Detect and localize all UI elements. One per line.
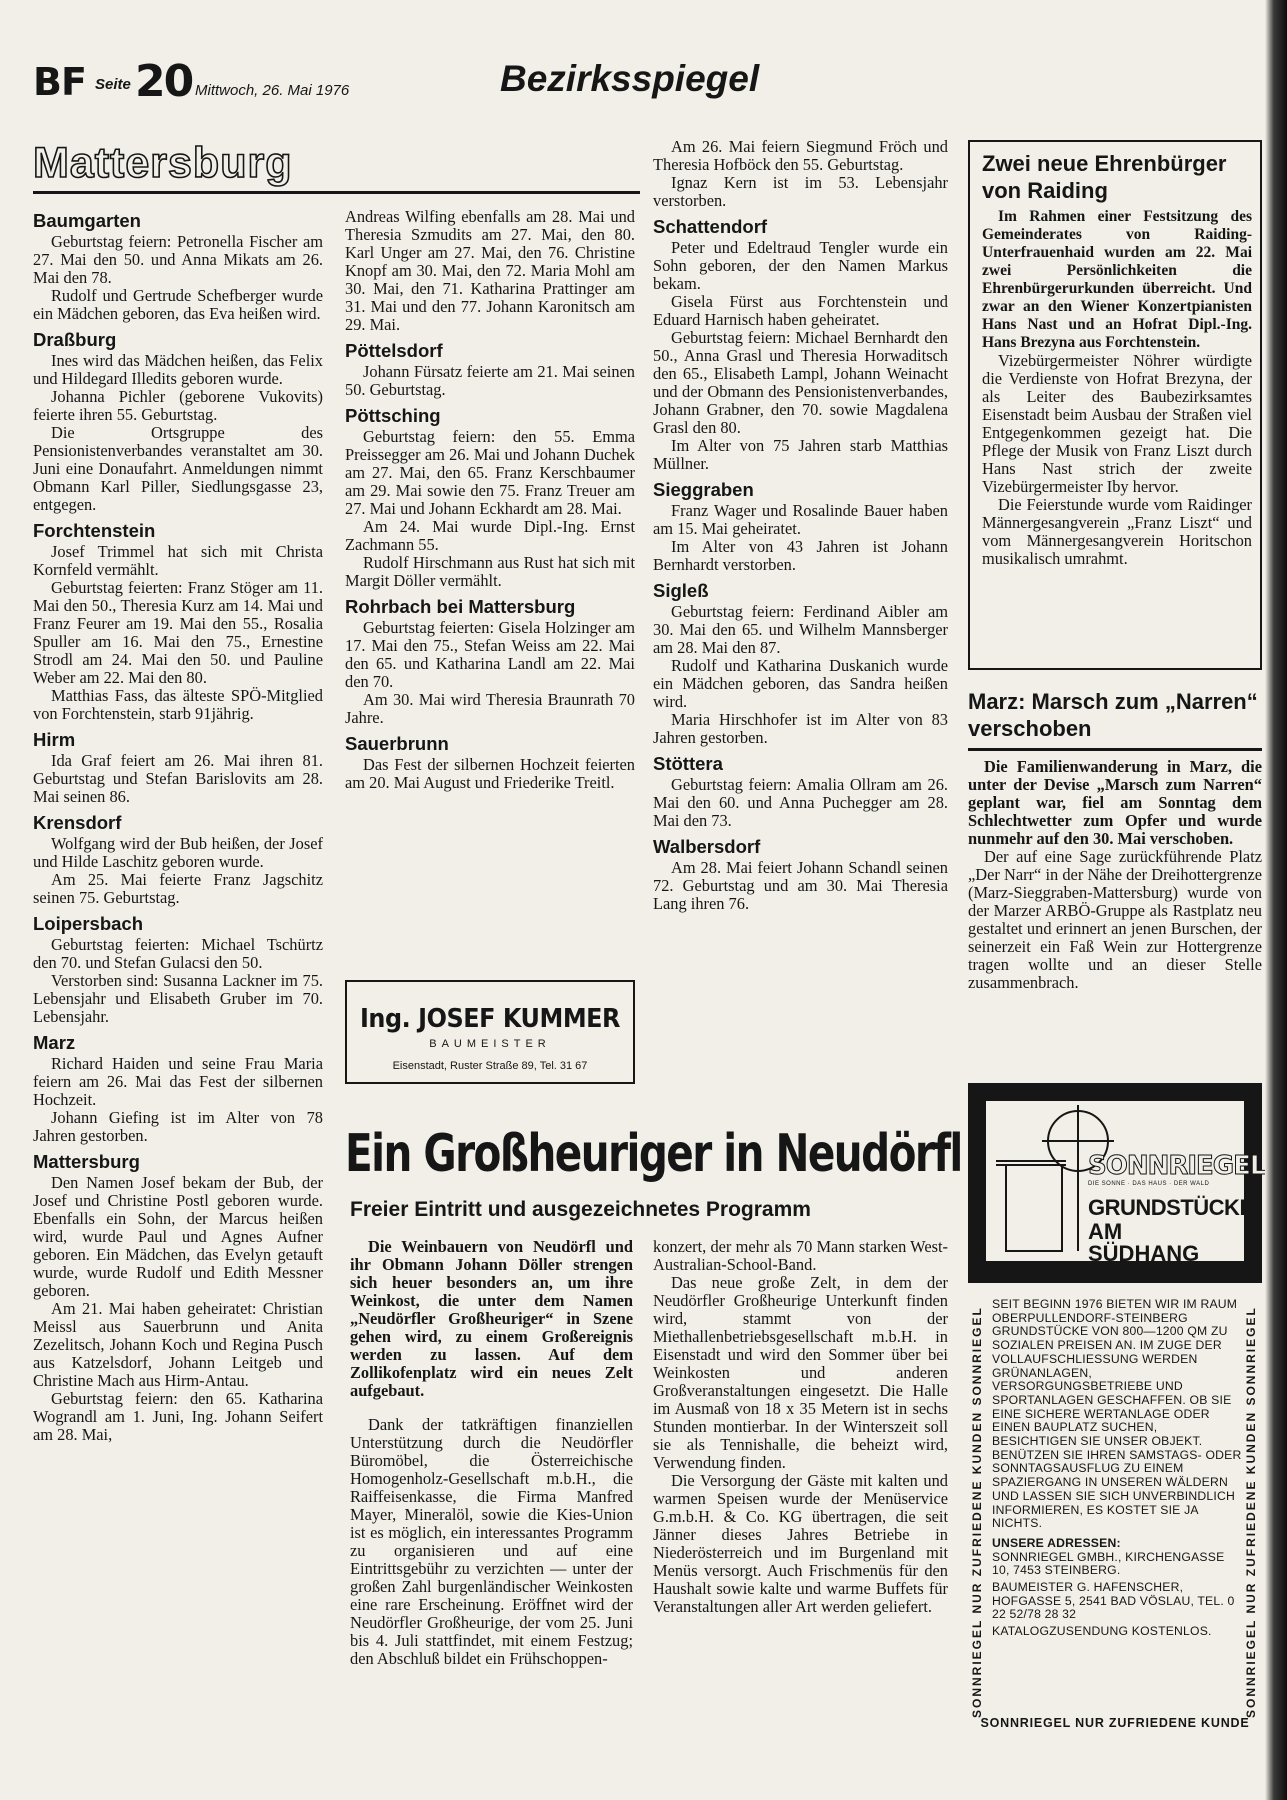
marz-rule [968, 748, 1262, 751]
paper-logo: BF [33, 60, 86, 104]
news-item: Geburtstag feiern: Petronella Fischer am 27. Mai den 50. und Anna Mikats am 26. Mai den 78. [33, 232, 323, 287]
sonnriegel-line-3: SÜDHANG [1088, 1241, 1200, 1266]
news-item: Den Namen Josef bekam der Bub, der Josef und Christine Postl geboren wurde. Ebenfalls ein Sohn, der Marcus heißen wird, wurde Paul und Agnes Aufner geboren. Ein Mädchen, das Evelyn getauft wurde, wurde Rudolf und Edith Messner geboren. [33, 1173, 323, 1300]
sonnriegel-text [992, 1298, 1242, 1639]
region-title-box [33, 138, 305, 192]
news-item: Matthias Fass, das älteste SPÖ-Mitglied von Forchtenstein, starb 91jährig. [33, 686, 323, 723]
feature-body-paragraph: Das neue große Zelt, in dem der Neudörfler Großheurige Unterkunft finden wird, stammt von der Miethallenbetriebsgesellschaft m.b.H. in Eisenstadt und wird den Sommer über bei Weinkosten und anderen Großveranstaltungen eingesetzt. Die Halle im Ausmaß von 18 x 35 Metern ist in sechs Stunden montierbar. In der Winterszeit soll sie als Tennishalle, die beheizt wird, Verwendung finden. [653, 1273, 948, 1472]
raiding-lead: Im Rahmen einer Festsitzung des Gemeinderates von Raiding-Unterfrauenhaid wurden am 22. Mai zwei Persönlichkeiten die Ehrenbürgerurkunden überreicht. Und zwar an den Wiener Konzertpianisten Hans Nast und an Hofrat Dipl.-Ing. Hans Brezyna aus Forchtenstein. [982, 208, 1252, 351]
ad-sonnriegel-frame [968, 1083, 1266, 1283]
news-item: Das Fest der silbernen Hochzeit feierten am 20. Mai August und Friederike Treitl. [345, 755, 635, 792]
news-item: Geburtstag feiern: den 55. Emma Preissegger am 26. Mai und Johann Duchek am 27. Mai, den 65. Franz Kerschbaumer am 29. Mai sowie den 75. Franz Treuer am 27. Mai und Johann Eckhardt am 28. Mai. [345, 427, 635, 518]
news-item: Geburtstag feiern: den 65. Katharina Wograndl am 1. Juni, Ing. Johann Seifert am 28. Mai, [33, 1389, 323, 1444]
sonnriegel-vertical-right: SONNRIEGEL NUR ZUFRIEDENE KUNDEN SONNRIEGEL [1244, 1306, 1258, 1718]
feature-column-1 [350, 1238, 633, 1668]
place-heading: Loipersbach [33, 913, 143, 934]
news-item: Ida Graf feiert am 26. Mai ihren 81. Geburtstag und Stefan Barislovits am 28. Mai seinen 86. [33, 751, 323, 806]
news-item: Ines wird das Mädchen heißen, das Felix und Hildegard Illedits geboren wurde. [33, 351, 323, 388]
sonnriegel-address-1: SONNRIEGEL GMBH., KIRCHENGASSE 10, 7453 STEINBERG. [992, 1549, 1225, 1578]
feature-body-1: Dank der tatkräftigen finanziellen Unterstützung durch die Neudörfler Büromöbel, die Österreichische Homogenholz-Gesellschaft m.b.H., die Raiffeisenkasse, die Firma Manfred Mayer, Mineralöl, sowie die Kies-Union ist es möglich, ein interessantes Programm zu organisieren und auf eine Eintrittsgebühr zu verzichten — unter der großen Zahl burgenländischer Weinkosten eine rare Erscheinung. Eröffnet wird der Neudörfler Großheurige, der vom 25. Juni bis 4. Juli stattfindet, mit einem Festzug; den Abschluß bildet ein Frühschoppen- [350, 1415, 633, 1668]
news-item: Am 30. Mai wird Theresia Braunrath 70 Jahre. [345, 690, 635, 727]
ad-kummer-name: Ing. JOSEF KUMMER [359, 1004, 621, 1034]
news-item: Peter und Edeltraud Tengler wurde ein Sohn geboren, der den Namen Markus bekam. [653, 238, 948, 293]
news-item: Andreas Wilfing ebenfalls am 28. Mai und Theresia Szmudits am 27. Mai, den 80. Karl Unger am 27. Mai, den 76. Christine Knopf am 30. Mai, den 72. Maria Mohl am 30. Mai, den 71. Katharina Prattinger am 31. Mai und den 77. Johann Karonitsch am 29. Mai. [345, 207, 635, 334]
feature-subhead: Freier Eintritt und ausgezeichnetes Programm [350, 1198, 811, 1221]
raiding-body-2: Die Feierstunde wurde vom Raidinger Männergesangverein „Franz Liszt“ und vom Männergesangverein Horitschon musikalisch umrahmt. [982, 495, 1252, 568]
news-item: Am 28. Mai feiert Johann Schandl seinen 72. Geburtstag und am 30. Mai Theresia Lang ihren 76. [653, 858, 948, 913]
place-heading: Sigleß [653, 580, 709, 601]
section-title: Bezirksspiegel [500, 58, 760, 99]
news-item: Richard Haiden und seine Frau Maria feiern am 26. Mai das Fest der silbernen Hochzeit. [33, 1054, 323, 1109]
issue-date: Mittwoch, 26. Mai 1976 [195, 82, 350, 99]
news-item: Geburtstag feierten: Franz Stöger am 11. Mai den 50., Theresia Kurz am 14. Mai und Franz Feurer am 19. Mai den 55., Rosalia Spuller am 16. Mai den 75., Ernestine Strodl am 24. Mai den 50. und Pauline Weber am 22. Mai den 80. [33, 578, 323, 687]
news-item: Geburtstag feiern: Amalia Ollram am 26. Mai den 60. und Anna Puchegger am 28. Mai den 73. [653, 775, 948, 830]
place-heading: Draßburg [33, 329, 117, 350]
feature-column-2 [653, 1238, 948, 1616]
news-item: Rudolf Hirschmann aus Rust hat sich mit Margit Döller vermählt. [345, 553, 635, 590]
ad-kummer [345, 980, 635, 1084]
raiding-article-box [968, 140, 1262, 670]
sonnriegel-address-heading: UNSERE ADRESSEN: [992, 1535, 1121, 1550]
sonnriegel-address-2: BAUMEISTER G. HAFENSCHER, HOFGASSE 5, 2541 BAD VÖSLAU, TEL. 0 22 52/78 28 32 [992, 1580, 1235, 1622]
sonnriegel-line-2: AM [1088, 1219, 1123, 1244]
place-heading: Mattersburg [33, 1151, 140, 1172]
ad-sonnriegel-logo [968, 1083, 1266, 1283]
place-heading: Pöttsching [345, 405, 441, 426]
place-heading: Rohrbach bei Mattersburg [345, 596, 576, 617]
marz-lead: Die Familienwanderung in Marz, die unter der Devise „Marsch zum Narren“ geplant war, fiel am Sonntag dem Schlechtwetter zum Opfer und wurde nunmehr auf den 30. Mai verschoben. [968, 757, 1262, 848]
place-heading: Schattendorf [653, 216, 768, 237]
feature-headline: Ein Großheuriger in Neudörfl [345, 1124, 962, 1184]
news-item: Die Ortsgruppe des Pensionistenverbandes veranstaltet am 30. Juni eine Donaufahrt. Anmeldungen nimmt Obmann Karl Piller, Siedlungsgasse 23, entgegen. [33, 423, 323, 514]
place-heading: Hirm [33, 729, 76, 750]
raiding-body-1: Vizebürgermeister Nöhrer würdigte die Verdienste von Hofrat Brezyna, der als Leiter des Baubezirksamtes Eisenstadt beim Ausbau der Straßen viel Entgegenkommen gezeigt hat. Die Pflege der Musik von Franz Liszt durch Hans Nast strich der zweite Vizebürgermeister Iby hervor. [982, 351, 1252, 496]
news-item: Verstorben sind: Susanna Lackner im 75. Lebensjahr und Elisabeth Gruber im 70. Lebensjahr. [33, 971, 323, 1026]
news-item: Johanna Pichler (geborene Vukovits) feierte ihren 55. Geburtstag. [33, 387, 323, 424]
news-column-3 [653, 138, 948, 913]
news-column-1 [33, 210, 323, 1444]
masthead [33, 56, 1213, 118]
ad-sonnriegel-panel [986, 1101, 1266, 1266]
news-item: Im Alter von 43 Jahren ist Johann Bernhardt verstorben. [653, 537, 948, 574]
sonnriegel-body: SEIT BEGINN 1976 BIETEN WIR IM RAUM OBERPULLENDORF-STEINBERG GRUNDSTÜCKE VON 800—1200 QM ZU SOZIALEN PREISEN AN. IM ZUGE DER VOLLAUFSCHLIESSUNG WERDEN GRÜNANLAGEN, VERSORGUNGSBETRIEBE UND SPORTANLAGEN GESCHAFFEN. OB SIE EINE SICHERE WERTANLAGE ODER EINEN BAUPLATZ SUCHEN, BESICHTIGEN SIE UNSER OBJEKT. BENÜTZEN SIE IHREN SAMSTAGS- ODER SONNTAGSAUSFLUG ZU EINEM SPAZIERGANG IN UNSEREN WÄLDERN UND LASSEN SIE SICH UNVERBINDLICH INFORMIEREN, ES KOSTET SIE JA NICHTS. [992, 1297, 1242, 1531]
place-heading: Baumgarten [33, 210, 141, 231]
news-item: Josef Trimmel hat sich mit Christa Kornfeld vermählt. [33, 542, 323, 579]
news-item: Im Alter von 75 Jahren starb Matthias Müllner. [653, 436, 948, 473]
news-item: Ignaz Kern ist im 53. Lebensjahr verstorben. [653, 173, 948, 210]
news-item: Wolfgang wird der Bub heißen, der Josef und Hilde Laschitz geboren wurde. [33, 834, 323, 871]
page-edge-shadow [1265, 0, 1287, 1800]
news-item: Am 26. Mai feiern Siegmund Fröch und Theresia Hofböck den 55. Geburtstag. [653, 137, 948, 174]
sonnriegel-line-1: GRUNDSTÜCKE [1088, 1195, 1254, 1220]
news-item: Johann Giefing ist im Alter von 78 Jahren gestorben. [33, 1108, 323, 1145]
region-rule [33, 191, 640, 194]
page-number: 20 [135, 56, 193, 107]
news-item: Am 25. Mai feierte Franz Jagschitz seinen 75. Geburtstag. [33, 870, 323, 907]
place-heading: Forchtenstein [33, 520, 156, 541]
sonnriegel-catalog: KATALOGZUSENDUNG KOSTENLOS. [992, 1624, 1212, 1639]
news-item: Am 24. Mai wurde Dipl.-Ing. Ernst Zachmann 55. [345, 517, 635, 554]
marz-headline: Marz: Marsch zum „Narren“ verschoben [968, 689, 1258, 741]
sonnriegel-bottom-line: SONNRIEGEL NUR ZUFRIEDENE KUNDE [980, 1716, 1250, 1730]
news-item: Maria Hirschhofer ist im Alter von 83 Jahren gestorben. [653, 710, 948, 747]
place-heading: Stöttera [653, 753, 723, 774]
sonnriegel-logo: SONNRIEGEL [1088, 1151, 1266, 1181]
raiding-headline: Zwei neue Ehrenbürger von Raiding [982, 151, 1227, 203]
place-heading: Pöttelsdorf [345, 340, 443, 361]
news-item: Gisela Fürst aus Forchtenstein und Eduard Harnisch haben geheiratet. [653, 292, 948, 329]
news-item: Geburtstag feiern: Ferdinand Aibler am 30. Mai den 65. und Wilhelm Mannsberger am 28. Mai den 87. [653, 602, 948, 657]
news-column-2 [345, 208, 635, 792]
news-item: Geburtstag feiern: Michael Bernhardt den 50., Anna Grasl und Theresia Horwaditsch den 65., Elisabeth Lampl, Johann Weinacht und der Obmann des Pensionistenverbandes, Johann Grabner, den 70. sowie Magdalena Grasl den 80. [653, 328, 948, 437]
news-item: Am 21. Mai haben geheiratet: Christian Meissl aus Sauerbrunn und Anita Zezelitsch, Johann Koch und Regina Pusch aus Katzelsdorf, Johann Leitgeb und Christine Mach aus Hirm-Antau. [33, 1299, 323, 1390]
feature-body-paragraph: Die Versorgung der Gäste mit kalten und warmen Speisen wurde der Menüservice G.m.b.H. & Co. KG übertragen, die seit Jänner dieses Jahres Betriebe in Niederösterreich und im Burgenland mit Menüs versorgt. Auch Frischmenüs für den Haushalt sowie kalte und warme Buffets für Veranstaltungen aller Art werden geliefert. [653, 1471, 948, 1616]
news-item: Franz Wager und Rosalinde Bauer haben am 15. Mai geheiratet. [653, 501, 948, 538]
ad-kummer-address: Eisenstadt, Ruster Straße 89, Tel. 31 67 [392, 1060, 588, 1072]
place-heading: Sieggraben [653, 479, 754, 500]
page-label: Seite [95, 76, 131, 93]
marz-article [968, 758, 1262, 992]
place-heading: Krensdorf [33, 812, 122, 833]
news-item: Rudolf und Gertrude Schefberger wurde ein Mädchen geboren, das Eva heißen wird. [33, 286, 323, 323]
place-heading: Marz [33, 1032, 76, 1053]
news-item: Geburtstag feierten: Gisela Holzinger am 17. Mai den 75., Stefan Weiss am 22. Mai den 65. und Katharina Landl am 22. Mai den 70. [345, 618, 635, 691]
place-heading: Sauerbrunn [345, 733, 449, 754]
news-item: Geburtstag feierten: Michael Tschürtz den 70. und Stefan Gulacsi den 50. [33, 935, 323, 972]
marz-body: Der auf eine Sage zurückführende Platz „Der Narr“ in der Nähe der Dreihottergrenze (Marz-Sieggraben-Mattersburg) wurde von der Marzer ARBÖ-Gruppe als Rastplatz neu gestaltet und erinnert an jenen Burschen, der seinerzeit ein Faß Wein zur Hottergrenze tragen wollte und an dieser Stelle zusammenbrach. [968, 847, 1262, 992]
place-heading: Walbersdorf [653, 836, 761, 857]
news-item: Rudolf und Katharina Duskanich wurde ein Mädchen geboren, das Sandra heißen wird. [653, 656, 948, 711]
news-item: Johann Fürsatz feierte am 21. Mai seinen 50. Geburtstag. [345, 362, 635, 399]
ad-kummer-role: BAUMEISTER [429, 1038, 551, 1050]
sonnriegel-tagline: DIE SONNE · DAS HAUS · DER WALD [1088, 1181, 1210, 1187]
feature-body-paragraph: konzert, der mehr als 70 Mann starken West-Australian-School-Band. [653, 1237, 948, 1274]
feature-lead: Die Weinbauern von Neudörfl und ihr Obmann Johann Döller strengen sich heuer besonders an, um ihre Weinkost, die unter dem Namen „Neudörfler Großheuriger“ in Szene gehen wird, zu einem Großereignis werden zu lassen. Auf dem Zollikofenplatz wird ein neues Zelt aufgebaut. [350, 1237, 633, 1400]
region-title: Mattersburg [33, 139, 293, 187]
sonnriegel-vertical-left: SONNRIEGEL NUR ZUFRIEDENE KUNDEN SONNRIEGEL [970, 1306, 984, 1718]
